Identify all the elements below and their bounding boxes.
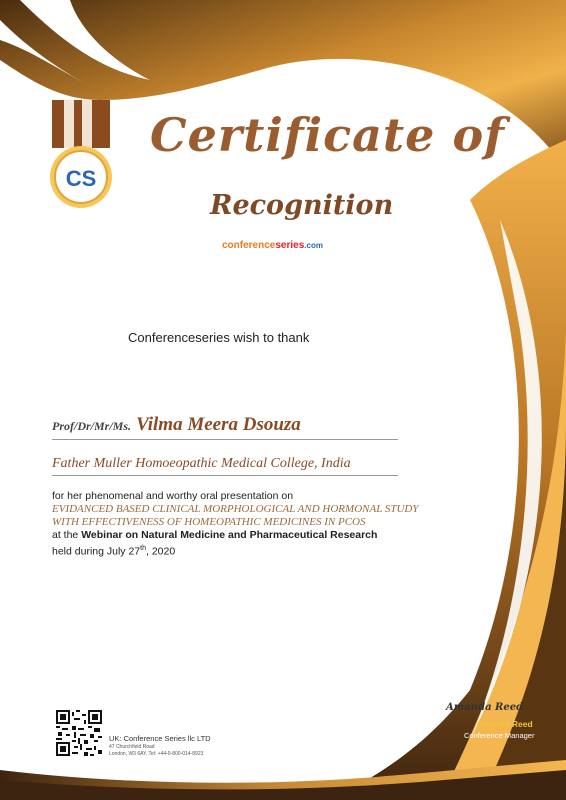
name-prefix: Prof/Dr/Mr/Ms. [52, 419, 132, 433]
event-name: Webinar on Natural Medicine and Pharmaceutical Research [81, 529, 378, 541]
paper-title: EVIDANCED BASED CLINICAL MORPHOLOGICAL AND HORMONAL STUDY WITH EFFECTIVENESS OF HOMEOPATHIC MEDICINES IN PCOS [52, 503, 419, 528]
organizer-address-1: 47 Churchfield Road [109, 744, 155, 750]
medal-emblem [48, 100, 114, 220]
event-line [52, 529, 432, 542]
certificate-subtitle: Recognition [210, 190, 394, 221]
medal-text: CS [65, 166, 97, 191]
logo-part-conference: conference [222, 240, 276, 251]
recipient-name: Vilma Meera Dsouza [136, 414, 301, 435]
signer-name: Amanda Reed [476, 719, 533, 729]
date-prefix: held during July 27 [52, 545, 141, 558]
organizer-name: UK: Conference Series llc LTD [109, 734, 211, 743]
qr-code[interactable] [56, 710, 102, 756]
conferenceseries-logo [222, 240, 323, 251]
logo-part-series: series [275, 240, 305, 251]
certificate-title: Certificate of [150, 108, 505, 162]
event-prefix: at the [52, 529, 82, 541]
organizer-address-2: London, W3 6AY, Tel: +44-0-800-014-8923 [109, 751, 204, 757]
date-line [52, 542, 432, 559]
date-suffix-sup: th [140, 545, 146, 552]
institution: Father Muller Homoeopathic Medical College, India [52, 456, 398, 476]
signer-role: Conference Manager [464, 731, 535, 740]
citation-block [52, 490, 432, 559]
recipient-line [52, 414, 398, 440]
signature: Amanda Reed [446, 702, 524, 713]
presentation-intro: for her phenomenal and worthy oral presentation on [52, 490, 294, 502]
logo-part-domain: .com [304, 241, 323, 250]
intro-text: Conferenceseries wish to thank [128, 330, 310, 345]
date-year: , 2020 [146, 545, 176, 558]
organizer-info [109, 734, 211, 758]
